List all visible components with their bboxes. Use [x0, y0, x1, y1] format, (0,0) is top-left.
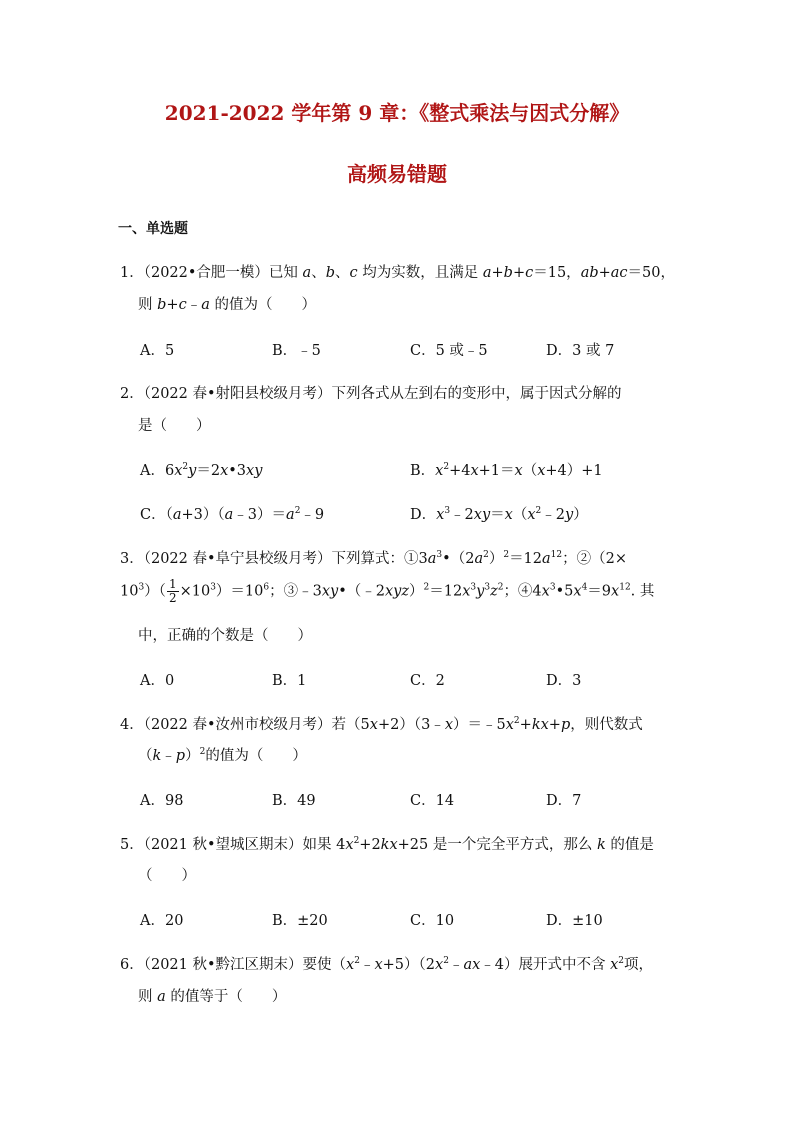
- question-6-line-1: 6．（2021 秋•黔江区期末）要使$(x^2﹣x+5)(2x^2﹣ax﹣4)$展开式中不含 $x^2$项，: [120, 956, 654, 973]
- q2-option-b[interactable]: B．$x^2+4x+1=x(x+4)+1$: [410, 462, 603, 479]
- question-3-line-3: 中，正确的个数是（ ）: [138, 628, 312, 644]
- fraction-one-half: $\frac{1}{2}$: [168, 577, 177, 605]
- q3-option-a[interactable]: A．0: [140, 673, 175, 689]
- q1-option-d[interactable]: D．3 或 7: [546, 343, 615, 359]
- document-subtitle: 高频易错题: [347, 162, 447, 186]
- question-3-line-2: $10^3$）（ $\frac{1}{2}$ $\times 10^3)=10^6$；$③﹣3xy•(﹣2xyz)^2=12x^3y^3z^2$；$④4x^3•5x^4=9x^{12}$. 其: [120, 577, 655, 605]
- q5-option-d[interactable]: D．±10: [546, 913, 603, 929]
- section-heading: 一、单选题: [118, 221, 188, 237]
- q3-option-c[interactable]: C．2: [410, 673, 445, 689]
- q4-option-d[interactable]: D．7: [546, 793, 582, 809]
- question-5-line-2: （ ）: [138, 868, 196, 884]
- question-1-line-1: 1．（2022•合肥一模）已知 a、b、c 均为实数，且满足 a+b+c＝15，ab+ac＝50，: [120, 265, 675, 281]
- question-2-line-1: 2．（2022 春•射阳县校级月考）下列各式从左到右的变形中，属于因式分解的: [120, 386, 622, 402]
- q4-option-a[interactable]: A．98: [140, 793, 184, 809]
- question-4-line-2: （k﹣p）$^2$的值为（ ）: [138, 747, 307, 764]
- q5-option-a[interactable]: A．20: [140, 913, 184, 929]
- q2-option-a[interactable]: A．$6x^2y=2x•3xy$: [140, 462, 263, 479]
- question-3-line-1: 3．（2022 春•阜宁县校级月考）下列算式：$①3a^3•(2a^2)^2=12a^{12}$；②（2×: [120, 550, 627, 567]
- q1-option-a[interactable]: A．5: [140, 343, 175, 359]
- question-2-line-2: 是（ ）: [138, 418, 211, 434]
- q1-option-b[interactable]: B．﹣5: [272, 343, 321, 359]
- q3-option-b[interactable]: B．1: [272, 673, 307, 689]
- q3-option-d[interactable]: D．3: [546, 673, 582, 689]
- q5-option-c[interactable]: C．10: [410, 913, 455, 929]
- question-5-line-1: 5．（2021 秋•望城区期末）如果 $4x^2+2kx+25$ 是一个完全平方式，那么 k 的值是: [120, 836, 654, 853]
- question-6-line-2: 则 a 的值等于（ ）: [138, 989, 287, 1005]
- question-1-line-2: 则 b+c﹣a 的值为（ ）: [138, 297, 316, 313]
- q4-option-b[interactable]: B．49: [272, 793, 316, 809]
- q5-option-b[interactable]: B．±20: [272, 913, 328, 929]
- q2-option-d[interactable]: D．$x^3﹣2xy=x(x^2﹣2y)$: [410, 506, 588, 523]
- q1-option-c[interactable]: C．5 或﹣5: [410, 343, 488, 359]
- q2-option-c[interactable]: C．$(a+3)(a﹣3)=a^2﹣9$: [140, 506, 325, 523]
- document-title: 2021-2022 学年第 9 章：《整式乘法与因式分解》: [164, 101, 630, 125]
- q4-option-c[interactable]: C．14: [410, 793, 455, 809]
- question-4-line-1: 4．（2022 春•汝州市校级月考）若$(5x+2)(3﹣x)=﹣5x^2+kx+p$，则代数式: [120, 716, 643, 733]
